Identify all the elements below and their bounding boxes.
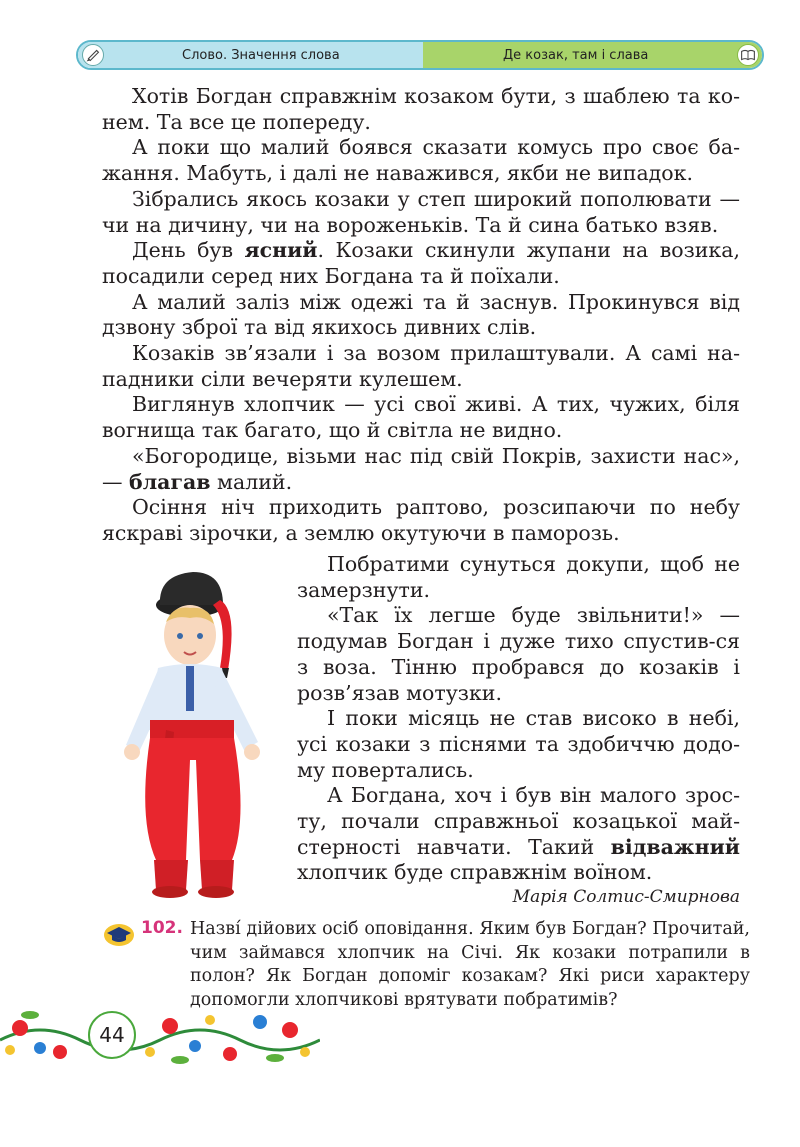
paragraph-text: День був	[132, 238, 245, 263]
book-icon	[737, 44, 759, 66]
paragraph-text: І поки місяць не став високо в небі, усі козаки з піснями та здобиччю додо-му повертались.	[297, 706, 740, 782]
paragraph-text: Виглянув хлопчик — усі свої живі. А тих, чужих, біля вогнища так багато, що й світла не видно.	[102, 392, 740, 443]
floral-ornament	[0, 1000, 320, 1075]
task-text: Назві́ дійових осіб оповідання. Яким був Богдан? Прочитай, чим займався хлопчик на Січі. Як козаки потрапили в полон? Як Богдан допоміг козакам? Які риси характеру допомогли хлопчикові врятувати побратимів?	[190, 919, 750, 1010]
header-right-title: Де козак, там і слава	[503, 47, 649, 63]
story-paragraph	[102, 392, 740, 443]
cossack-boy-illustration	[108, 560, 288, 910]
story-paragraph	[102, 84, 740, 135]
story-paragraph	[102, 238, 740, 289]
author-signature: Марія Солтис-Смирнова	[512, 887, 740, 907]
paragraph-text: Зібрались якось козаки у степ широкий пополювати — чи на дичину, чи на вороженьків. Та й сина батько взяв.	[102, 186, 740, 237]
story-paragraph	[102, 444, 740, 495]
paragraph-text: хлопчик буде справжнім воїном.	[297, 860, 653, 885]
paragraph-text: «Так їх легше буде звільнити!» — подумав Богдан і дуже тихо спустив-ся з воза. Тінню пробрався до козаків і розв’язав мотузки.	[297, 603, 740, 705]
paragraph-text: Козаків зв’язали і за возом прилаштували. А самі на-падники сіли вечеряти кулешем.	[102, 341, 740, 391]
header-left-section	[78, 42, 423, 68]
page-header	[76, 40, 764, 70]
story-paragraph	[102, 290, 740, 341]
story-paragraph	[102, 187, 740, 238]
bold-keyword: ясний	[244, 238, 318, 263]
pen-icon	[82, 44, 104, 66]
story-narrow-column	[297, 552, 740, 886]
header-left-title: Слово. Значення слова	[182, 47, 340, 63]
page-number: 44	[88, 1011, 136, 1059]
header-right-section	[423, 42, 762, 68]
story-paragraph	[102, 495, 740, 546]
story-paragraph	[102, 135, 740, 186]
story-paragraph	[297, 783, 740, 886]
paragraph-text: Побратими сунуться докупи, щоб не замерзнути.	[297, 552, 740, 602]
story-paragraph	[297, 706, 740, 783]
bold-keyword: відважний	[610, 834, 740, 859]
paragraph-text: Хотів Богдан справжнім козаком бути, з шаблею та ко-нем. Та все це попереду.	[102, 84, 740, 134]
bold-keyword: благав	[129, 469, 211, 494]
story-full-width	[102, 84, 740, 547]
paragraph-text: А малий заліз між одежі та й заснув. Прокинувся від дзвону зброї та від якихось дивних слів.	[102, 289, 740, 340]
story-paragraph	[297, 603, 740, 706]
paragraph-text: А поки що малий боявся сказати комусь про своє ба-жання. Мабуть, і далі не наважився, якби не випадок.	[102, 135, 740, 186]
paragraph-text: «Богородице, візьми нас під свій Покрів, захисти нас», —	[102, 443, 740, 494]
paragraph-text: Осіння ніч приходить раптово, розсипаючи по небу яскраві зірочки, а землю окутуючи в паморозь.	[102, 495, 740, 545]
task-number: 102.	[141, 918, 183, 938]
story-paragraph	[297, 552, 740, 603]
paragraph-text: А Богдана, хоч і був він малого зрос-ту, почали справжньої козацької май-стерності навчати. Такий	[297, 783, 740, 859]
paragraph-text: малий.	[210, 469, 293, 494]
graduation-cap-icon	[103, 921, 135, 947]
story-paragraph	[102, 341, 740, 392]
paragraph-text: . Козаки скинули жупани на возика, посадили серед них Богдана та й поїхали.	[102, 238, 740, 288]
